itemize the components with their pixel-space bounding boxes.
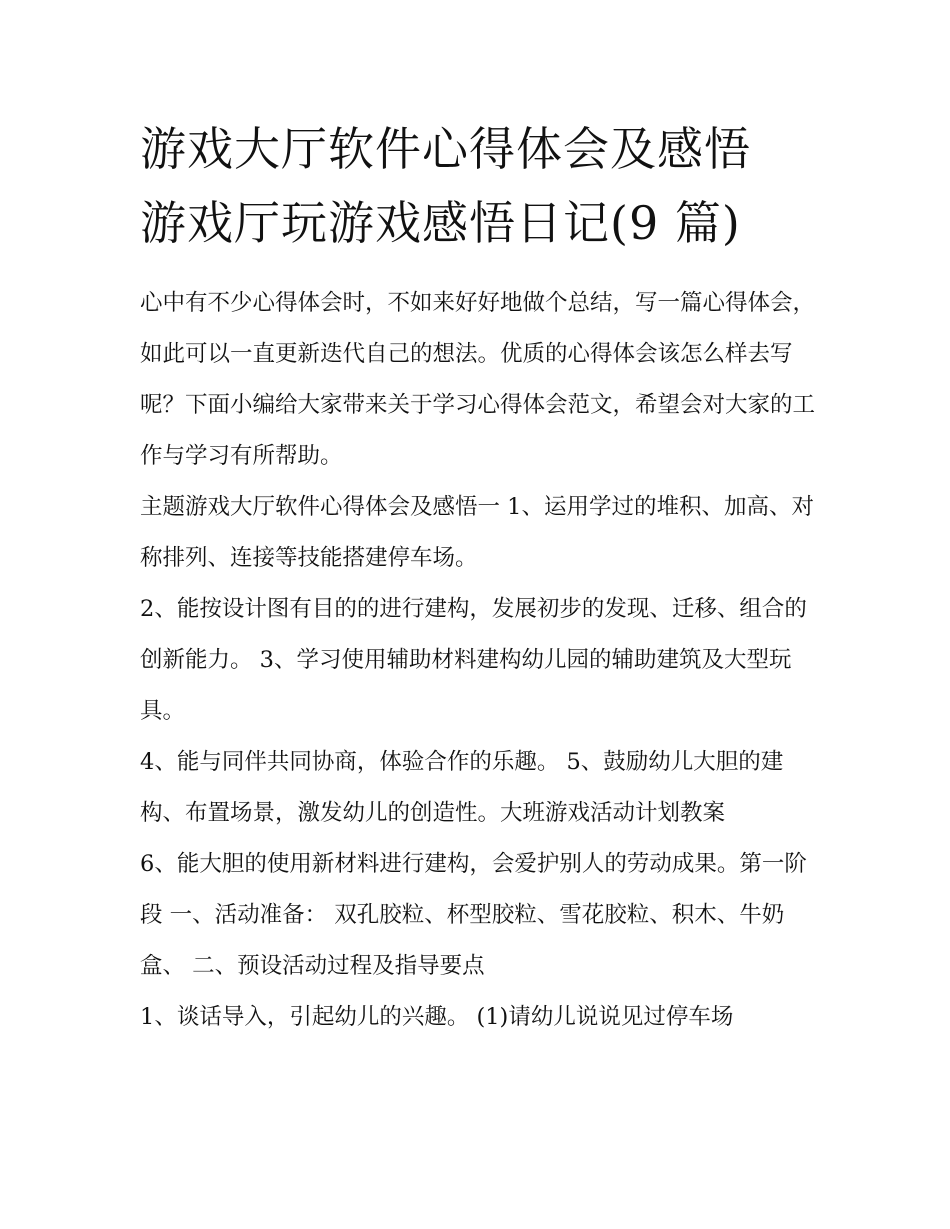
title-line: 游戏厅玩游戏感悟日记(9 篇) — [140, 196, 741, 250]
paragraph: 心中有不少心得体会时，不如来好好地做个总结，写一篇心得体会，如此可以一直更新迭代自己的想法。优质的心得体会该怎么样去写呢？下面小编给大家带来关于学习心得体会范文，希望会对大家的工作与学习有所帮助。 — [140, 290, 816, 469]
paragraph: 1、谈话导入，引起幼儿的兴趣。 (1)请幼儿说说见过停车场 — [140, 1004, 734, 1030]
paragraph: 2、能按设计图有目的的进行建构，发展初步的发现、迁移、组合的创新能力。 3、学习使用辅助材料建构幼儿园的辅助建筑及大型玩具。 — [140, 596, 807, 724]
title-line: 游戏大厅软件心得体会及感悟 — [140, 122, 751, 176]
document-body — [140, 278, 820, 1043]
paragraph: 4、能与同伴共同协商，体验合作的乐趣。 5、鼓励幼儿大胆的建构、布置场景，激发幼儿的创造性。大班游戏活动计划教案 — [140, 749, 784, 826]
document-page — [140, 112, 820, 1043]
paragraph: 主题游戏大厅软件心得体会及感悟一 1、运用学过的堆积、加高、对称排列、连接等技能搭建停车场。 — [140, 494, 814, 571]
paragraph: 6、能大胆的使用新材料进行建构，会爱护别人的劳动成果。第一阶段 一、活动准备： 双孔胶粒、杯型胶粒、雪花胶粒、积木、牛奶盒、 二、预设活动过程及指导要点 — [140, 851, 807, 979]
document-title — [140, 112, 820, 260]
